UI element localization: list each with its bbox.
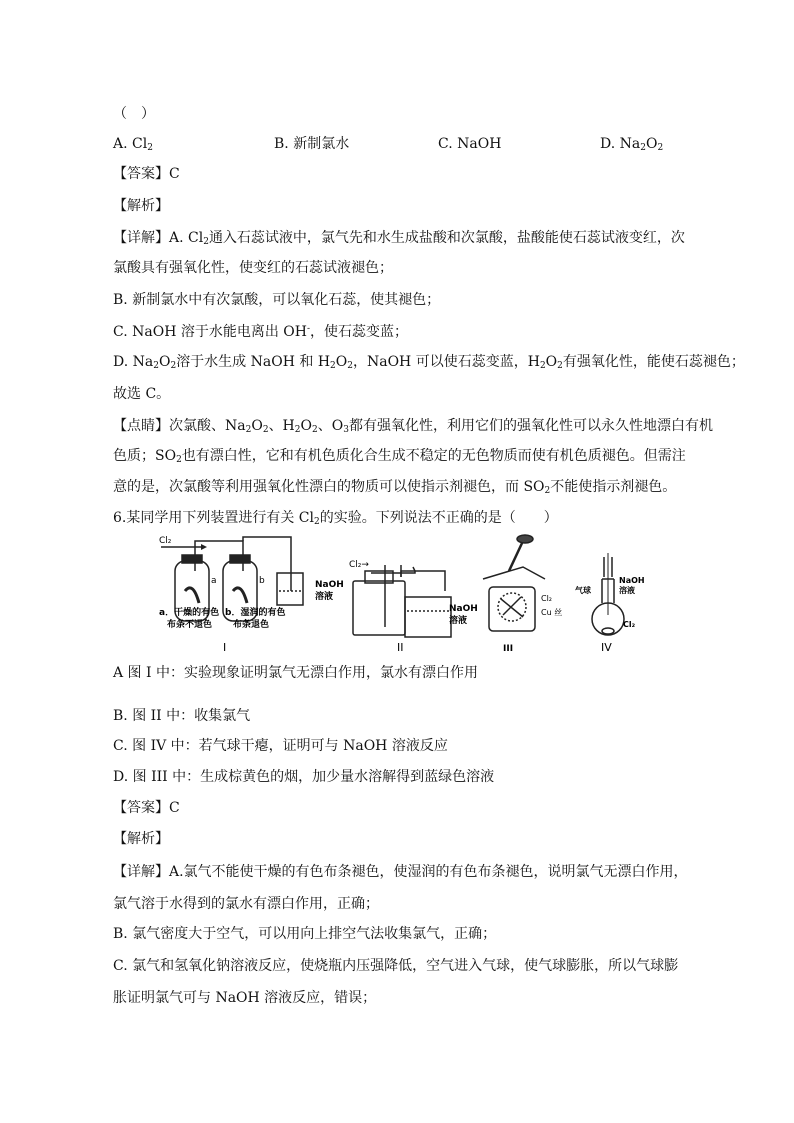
naoh-label: 溶液 (619, 586, 635, 595)
cu-label: Cu 丝 (541, 608, 563, 617)
collection-bottle (353, 581, 405, 635)
cl2-label: Cl₂→ (349, 560, 369, 570)
cl2-label: Cl₂ (159, 536, 172, 546)
point-line: 【点睛】次氯酸、$Na_2O_2$、$H_2O_2$、$O_3$都有强氧化性，利用它们的强氧化性可以永久性地漂白有机 (113, 418, 713, 435)
analysis-label: 【解析】 (113, 198, 169, 214)
option-b: B. 新制氯水 (274, 136, 350, 152)
figure-label: IV (601, 641, 612, 654)
caption-a: a．干燥的有色 (159, 608, 220, 618)
apparatus-figure (153, 531, 673, 661)
analysis-label: 【解析】 (113, 831, 169, 847)
detail-line: 【详解】A.氯气不能使干燥的有色布条褪色，使湿润的有色布条褪色，说明氯气无漂白作用， (113, 864, 688, 880)
balloon-label: 气球 (575, 586, 591, 595)
caption-b: 布条退色 (233, 620, 270, 630)
point-line: 色质；$SO_2$也有漂白性，它和有机色质化合生成不稳定的无色物质而使有机色质褪色。但需注 (113, 448, 686, 465)
naoh-label: 溶液 (449, 616, 468, 626)
detail-line: B. 新制氯水中有次氯酸，可以氧化石蕊，使其褪色； (113, 292, 441, 308)
label-b: b (259, 576, 265, 586)
option-c: C. 图 IV 中：若气球干瘪，证明可与 NaOH 溶液反应 (113, 738, 448, 754)
question-paren: （ ） (113, 106, 155, 122)
naoh-label: NaOH (619, 576, 645, 585)
naoh-label: NaOH (315, 580, 344, 590)
question-stem: 6.某同学用下列装置进行有关 $Cl_2$的实验。下列说法不正确的是（ ） (113, 510, 558, 527)
beaker-1 (277, 573, 303, 605)
option-b: B. 图 II 中：收集氯气 (113, 708, 251, 724)
cl2-label: Cl₂ (541, 594, 553, 603)
point-line: 意的是，次氯酸等利用强氧化性漂白的物质可以使指示剂褪色，而 $SO_2$不能使指示剂褪色。 (113, 479, 677, 496)
figure-label: III (503, 644, 514, 654)
detail-line: C. 氯气和氢氧化钠溶液反应，使烧瓶内压强降低，空气进入气球，使气球膨胀，所以气球膨 (113, 958, 679, 974)
beaker-2 (405, 597, 451, 637)
detail-line: B. 氯气密度大于空气，可以用向上排空气法收集氯气，正确； (113, 926, 497, 942)
caption-b: b．湿润的有色 (225, 608, 286, 618)
naoh-label: 溶液 (315, 592, 334, 602)
option-a: A 图 I 中：实验现象证明氯气无漂白作用，氯水有漂白作用 (113, 665, 478, 681)
detail-line: D. $Na_2O_2$溶于水生成 NaOH 和 $H_2O_2$，NaOH 可以使石蕊变蓝，$H_2O_2$有强氧化性，能使石蕊褪色； (113, 354, 745, 371)
option-c: C. NaOH (438, 136, 502, 152)
naoh-label: NaOH (449, 604, 478, 614)
option-a: A. $Cl_2$ (113, 136, 153, 153)
option-d: D. 图 III 中：生成棕黄色的烟，加少量水溶解得到蓝绿色溶液 (113, 769, 495, 785)
detail-line: 氯气溶于水得到的氯水有漂白作用，正确； (113, 896, 379, 912)
option-d: D. $Na_2O_2$ (600, 136, 664, 153)
detail-line: 氯酸具有强氧化性，使变红的石蕊试液褪色； (113, 260, 393, 276)
answer-label: 【答案】C (113, 166, 180, 182)
outlet-tube (401, 571, 445, 591)
detail-line: 【详解】A. $Cl_2$通入石蕊试液中，氯气先和水生成盐酸和次氯酸，盐酸能使石蕊试液变红，次 (113, 230, 685, 247)
figure-label: I (223, 641, 227, 654)
caption-a: 布条不退色 (167, 620, 213, 630)
detail-line: 胀证明氯气可与 NaOH 溶液反应，错误； (113, 990, 377, 1006)
figure-label: II (397, 641, 404, 654)
answer-label: 【答案】C (113, 800, 180, 816)
detail-line: C. NaOH 溶于水能电离出 OH-，使石蕊变蓝； (113, 324, 409, 340)
cl2-label: Cl₂ (623, 620, 636, 629)
label-a: a (211, 576, 217, 586)
cover-plate (483, 567, 545, 579)
detail-line: 故选 C。 (113, 386, 171, 402)
